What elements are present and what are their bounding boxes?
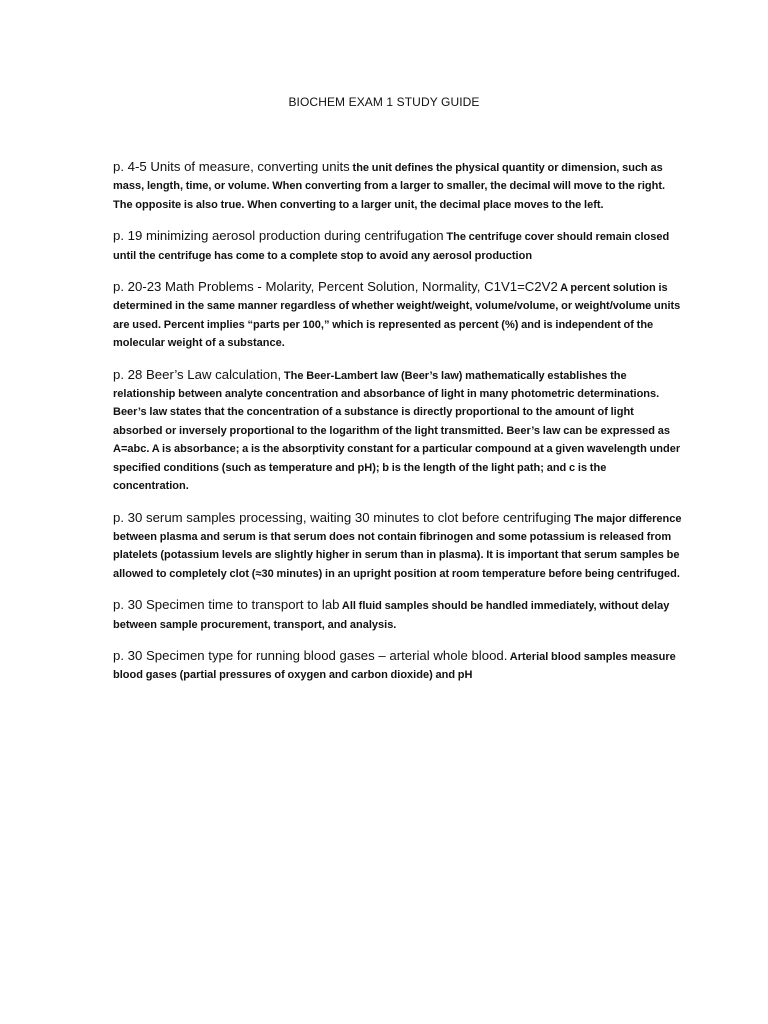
study-guide-body bbox=[113, 158, 683, 698]
entry-text: the unit defines the physical quantity or dimension, such as mass, length, time, or volume. When converting from a larger to smaller, the decimal will move to the right. The opposite is also true. When converting to a larger unit, the decimal place moves to the left. bbox=[113, 162, 666, 211]
study-entry bbox=[113, 278, 683, 353]
entry-text: The Beer-Lambert law (Beer’s law) mathematically establishes the relationship between analyte concentration and absorbance of light in many photometric determinations. Beer’s law states that the concentration of a substance is directly proportional to the amount of light absorbed or inversely proportional to the logarithm of the light transmitted. Beer’s law can be expressed as A=abc. A is absorbance; a is the absorptivity constant for a particular compound at a given wavelength under specified conditions (such as temperature and pH); b is the length of the light path; and c is the concentration. bbox=[113, 369, 681, 493]
entry-heading: p. 30 Specimen type for running blood gases – arterial whole blood. bbox=[113, 647, 508, 663]
study-entry bbox=[113, 647, 683, 685]
entry-heading: p. 4-5 Units of measure, converting units bbox=[113, 159, 350, 174]
entry-heading: p. 19 minimizing aerosol production during centrifugation bbox=[113, 228, 444, 244]
entry-text: A percent solution is determined in the same manner regardless of whether weight/weight, volume/volume, or weight/volume units are used. Percent implies “parts per 100,” which is represented as percent (%) and is independent of the molecular weight of a substance. bbox=[113, 282, 681, 350]
entry-heading: p. 30 serum samples processing, waiting 30 minutes to clot before centrifuging bbox=[113, 509, 572, 525]
entry-text: The centrifuge cover should remain closed until the centrifuge has come to a complete stop to avoid any aerosol production bbox=[113, 231, 670, 262]
study-entry bbox=[113, 509, 683, 584]
study-entry bbox=[113, 158, 683, 214]
entry-text: The major difference between plasma and serum is that serum does not contain fibrinogen and some potassium is released from platelets (potassium levels are slightly higher in serum than in plasma). It is important that serum samples be allowed to completely clot (≈30 minutes) in an upright position at room temperature before being centrifuged. bbox=[113, 512, 682, 580]
entry-text: All fluid samples should be handled immediately, without delay between sample procurement, transport, and analysis. bbox=[113, 600, 670, 631]
entry-heading: p. 28 Beer’s Law calculation, bbox=[113, 366, 282, 382]
page-title: BIOCHEM EXAM 1 STUDY GUIDE bbox=[288, 95, 480, 109]
study-entry bbox=[113, 596, 683, 634]
study-entry bbox=[113, 227, 683, 265]
entry-text: Arterial blood samples measure blood gases (partial pressures of oxygen and carbon dioxide) and pH bbox=[113, 650, 676, 682]
entry-heading: p. 20-23 Math Problems - Molarity, Percent Solution, Normality, C1V1=C2V2 bbox=[113, 279, 558, 295]
entry-heading: p. 30 Specimen time to transport to lab bbox=[113, 597, 340, 613]
study-entry bbox=[113, 366, 683, 496]
